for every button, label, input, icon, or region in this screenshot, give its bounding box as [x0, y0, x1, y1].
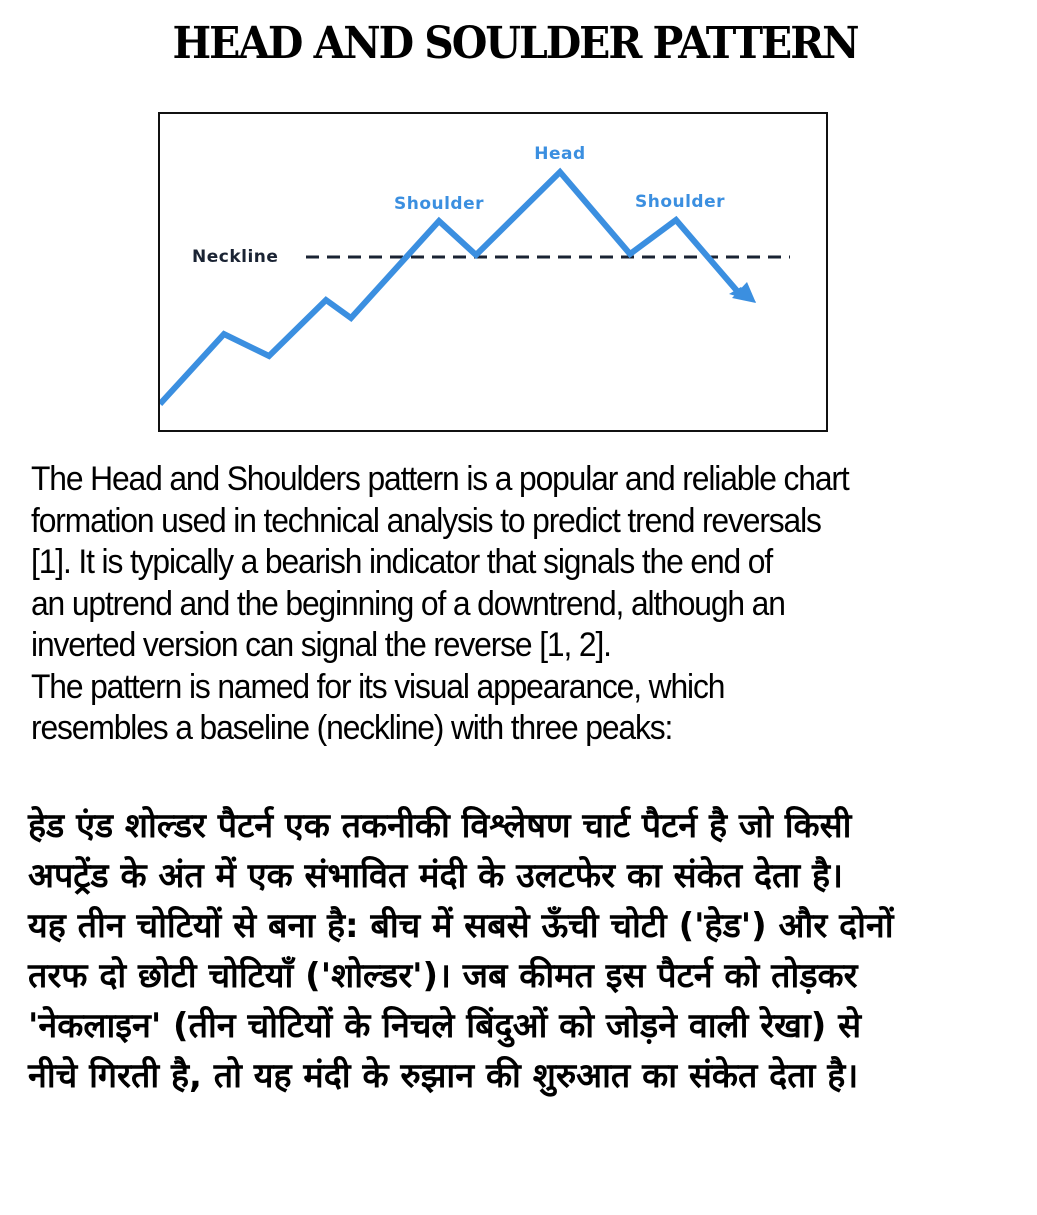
english-line: The pattern is named for its visual appearance, which	[31, 667, 725, 706]
english-line: [1]. It is typically a bearish indicator that signals the end of	[31, 543, 773, 581]
head-label: Head	[534, 144, 586, 164]
hindi-line: यह तीन चोटियों से बना है: बीच में सबसे ऊँची चोटी ('हेड') और दोनों	[28, 906, 894, 946]
english-line: an uptrend and the beginning of a downtrend, although an	[31, 584, 785, 623]
hindi-line: तरफ दो छोटी चोटियाँ ('शोल्डर')। जब कीमत इस पैटर्न को तोड़कर	[28, 956, 858, 996]
english-line: formation used in technical analysis to predict trend reversals	[31, 501, 821, 540]
english-line: The Head and Shoulders pattern is a popular and reliable chart	[31, 460, 849, 498]
hindi-description	[28, 801, 1028, 1101]
page-title: HEAD AND SOULDER PATTERN	[172, 18, 858, 69]
english-line: inverted version can signal the reverse [1, 2].	[31, 626, 611, 664]
hindi-line: हेड एंड शोल्डर पैटर्न एक तकनीकी विश्लेषण चार्ट पैटर्न है जो किसी	[28, 806, 852, 846]
pattern-diagram-svg	[158, 112, 828, 432]
english-description	[31, 459, 966, 750]
head-and-shoulders-diagram	[158, 112, 828, 432]
hindi-line: नीचे गिरती है, तो यह मंदी के रुझान की शुरुआत का संकेत देता है।	[28, 1056, 859, 1096]
right-shoulder-label: Shoulder	[634, 192, 726, 212]
hindi-line: 'नेकलाइन' (तीन चोटियों के निचले बिंदुओं को जोड़ने वाली रेखा) से	[28, 1006, 862, 1046]
hindi-line: अपट्रेंड के अंत में एक संभावित मंदी के उलटफेर का संकेत देता है।	[28, 856, 843, 896]
left-shoulder-label: Shoulder	[393, 194, 485, 214]
neckline-label: Neckline	[192, 247, 279, 267]
english-line: resembles a baseline (neckline) with three peaks:	[31, 709, 673, 747]
